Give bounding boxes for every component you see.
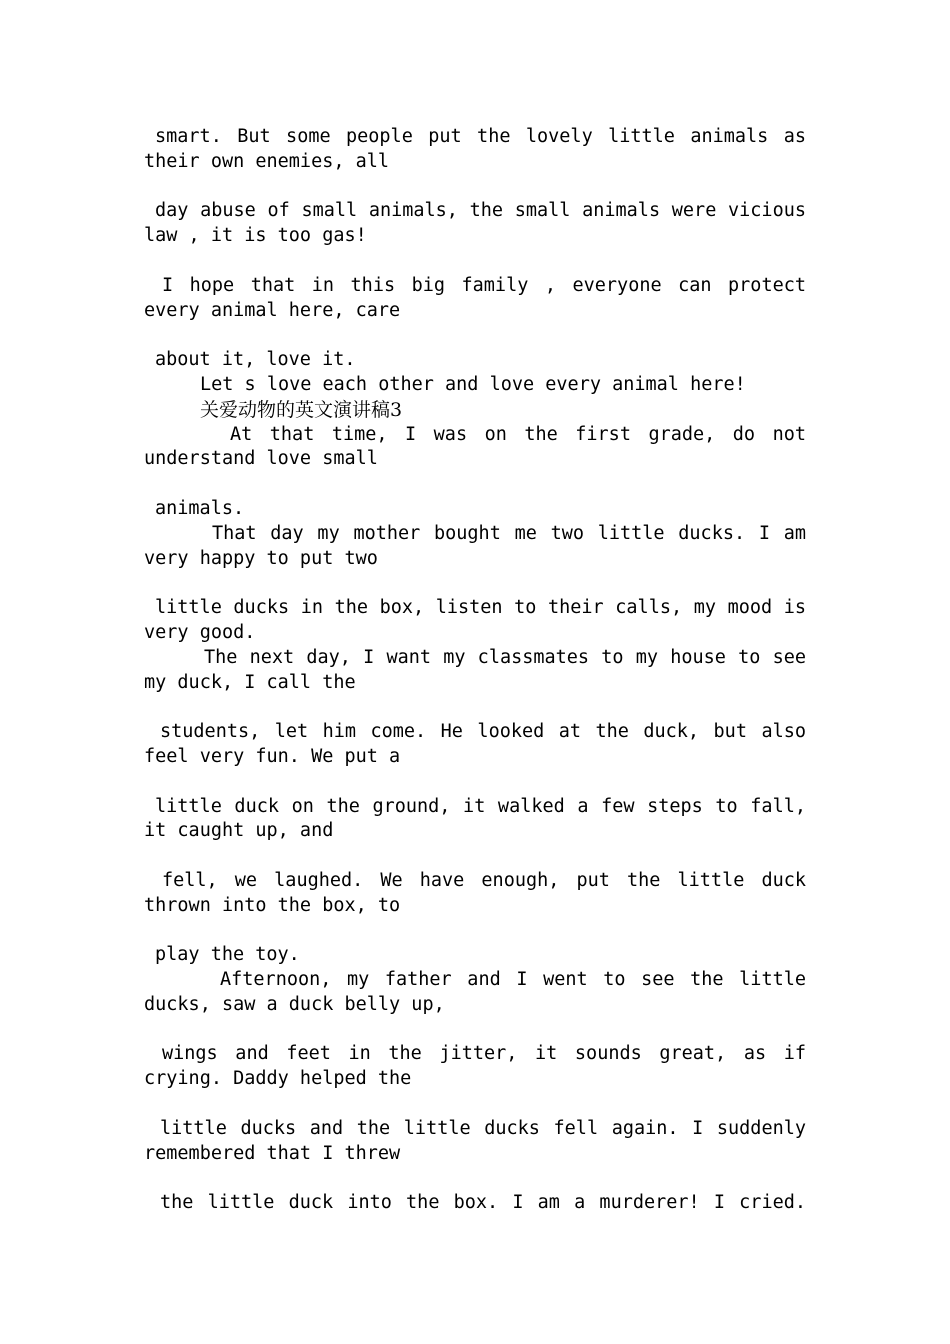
text-line: little duck on the ground, it walked a few steps to fall,: [155, 795, 806, 817]
text-line: ducks, saw a duck belly up,: [144, 993, 445, 1015]
text-line: understand love small: [144, 448, 378, 470]
document-body: [144, 125, 806, 1216]
line-gap: [144, 844, 806, 869]
text-line: At that time, I was on the first grade, do not: [230, 423, 806, 445]
line-gap: [144, 1092, 806, 1117]
line-gap: [144, 1018, 806, 1043]
text-line: Let s love each other and love every animal here!: [200, 373, 746, 395]
line-gap: [144, 695, 806, 720]
text-line: very good.: [144, 621, 256, 643]
text-line: the little duck into the box. I am a murderer! I cried.: [160, 1192, 806, 1214]
text-line: I hope that in this big family , everyone can protect: [162, 274, 806, 296]
text-line: smart. But some people put the lovely little animals as: [155, 126, 806, 147]
text-line: Afternoon, my father and I went to see the little: [220, 969, 806, 991]
text-line: law , it is too gas!: [144, 225, 367, 247]
line-gap: [144, 472, 806, 497]
line-gap: [144, 175, 806, 200]
text-line: little ducks in the box, listen to their calls, my mood is: [155, 597, 806, 619]
line-gap: [144, 323, 806, 348]
text-line: students, let him come. He looked at the duck, but also: [160, 721, 806, 743]
text-line: wings and feet in the jitter, it sounds great, as if: [162, 1043, 806, 1065]
text-line: That day my mother bought me two little ducks. I am: [212, 522, 806, 544]
text-line: remembered that I threw: [144, 1142, 401, 1164]
text-line: it caught up, and: [144, 820, 334, 842]
text-line: fell, we laughed. We have enough, put the little duck: [162, 869, 806, 891]
text-line: every animal here, care: [144, 299, 401, 321]
text-line: about it, love it.: [155, 349, 356, 371]
text-line: crying. Daddy helped the: [144, 1068, 412, 1090]
line-gap: [144, 571, 806, 596]
text-line: day abuse of small animals, the small animals were vicious: [155, 200, 806, 222]
line-gap: [144, 770, 806, 795]
text-line: my duck, I call the: [144, 671, 356, 693]
line-gap: [144, 249, 806, 274]
text-line: feel very fun. We put a: [144, 745, 401, 767]
line-gap: [144, 1166, 806, 1191]
text-line: animals.: [155, 497, 245, 519]
text-line: thrown into the box, to: [144, 894, 401, 916]
text-line: very happy to put two: [144, 547, 378, 569]
text-line: little ducks and the little ducks fell again. I suddenly: [160, 1117, 806, 1139]
text-line: The next day, I want my classmates to my house to see: [204, 646, 806, 668]
text-line: play the toy.: [155, 944, 300, 966]
section-heading: 关爱动物的英文演讲稿3: [200, 398, 403, 421]
line-gap: [144, 919, 806, 944]
text-line: their own enemies, all: [144, 150, 390, 172]
